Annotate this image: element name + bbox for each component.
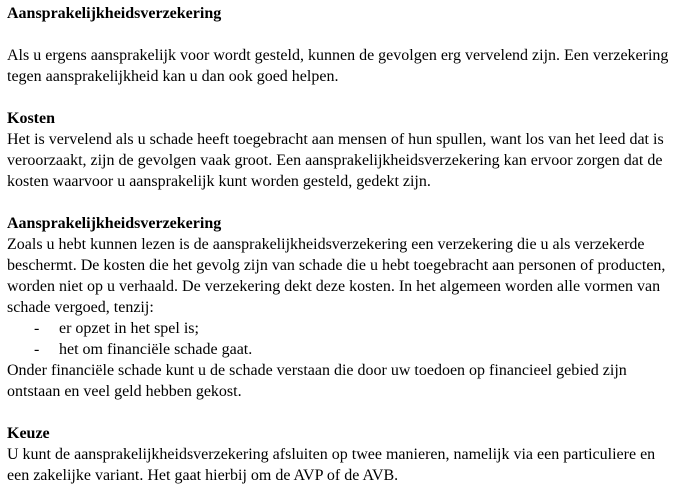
list-item	[7, 318, 679, 339]
section-paragraph: Het is vervelend als u schade heeft toegebracht aan mensen of hun spullen, want los van het leed dat is veroorzaakt, zijn de gevolgen vaak groot. Een aansprakelijkheidsverzekering kan ervoor zorgen dat de kosten waarvoor u aansprakelijk kunt worden gesteld, gedekt zijn.	[7, 131, 664, 190]
section-paragraph: Zoals u hebt kunnen lezen is de aansprakelijkheidsverzekering een verzekering die u als verzekerde beschermt. De kosten die het gevolg zijn van schade die u hebt toegebracht aan personen of producten, worden niet op u verhaald. De verzekering dekt deze kosten. In het algemeen worden alle vormen van schade vergoed, tenzij:	[7, 236, 666, 316]
bullet-dash: -	[34, 341, 40, 358]
document-body	[7, 3, 679, 486]
bullet-dash: -	[34, 320, 40, 337]
section-aansprakelijkheidsverzekering	[7, 213, 679, 402]
section-keuze	[7, 423, 679, 486]
exclusions-list	[7, 318, 679, 360]
spacer	[7, 87, 679, 108]
section-heading: Keuze	[7, 425, 50, 442]
list-item	[7, 339, 679, 360]
section-paragraph-after-list: Onder financiële schade kunt u de schade verstaan die door uw toedoen op financieel gebied zijn ontstaan en veel geld hebben gekost.	[7, 362, 627, 400]
spacer	[7, 24, 679, 45]
section-heading: Kosten	[7, 110, 55, 127]
spacer	[7, 402, 679, 423]
section-kosten	[7, 108, 679, 192]
list-item-text: het om financiële schade gaat.	[59, 341, 253, 358]
spacer	[7, 192, 679, 213]
document-title: Aansprakelijkheidsverzekering	[7, 5, 222, 22]
list-item-text: er opzet in het spel is;	[59, 320, 199, 337]
section-heading: Aansprakelijkheidsverzekering	[7, 215, 222, 232]
section-paragraph: U kunt de aansprakelijkheidsverzekering afsluiten op twee manieren, namelijk via een particuliere en een zakelijke variant. Het gaat hierbij om de AVP of de AVB.	[7, 446, 656, 484]
intro-paragraph: Als u ergens aansprakelijk voor wordt gesteld, kunnen de gevolgen erg vervelend zijn. Een verzekering tegen aansprakelijkheid kan u dan ook goed helpen.	[7, 47, 669, 85]
